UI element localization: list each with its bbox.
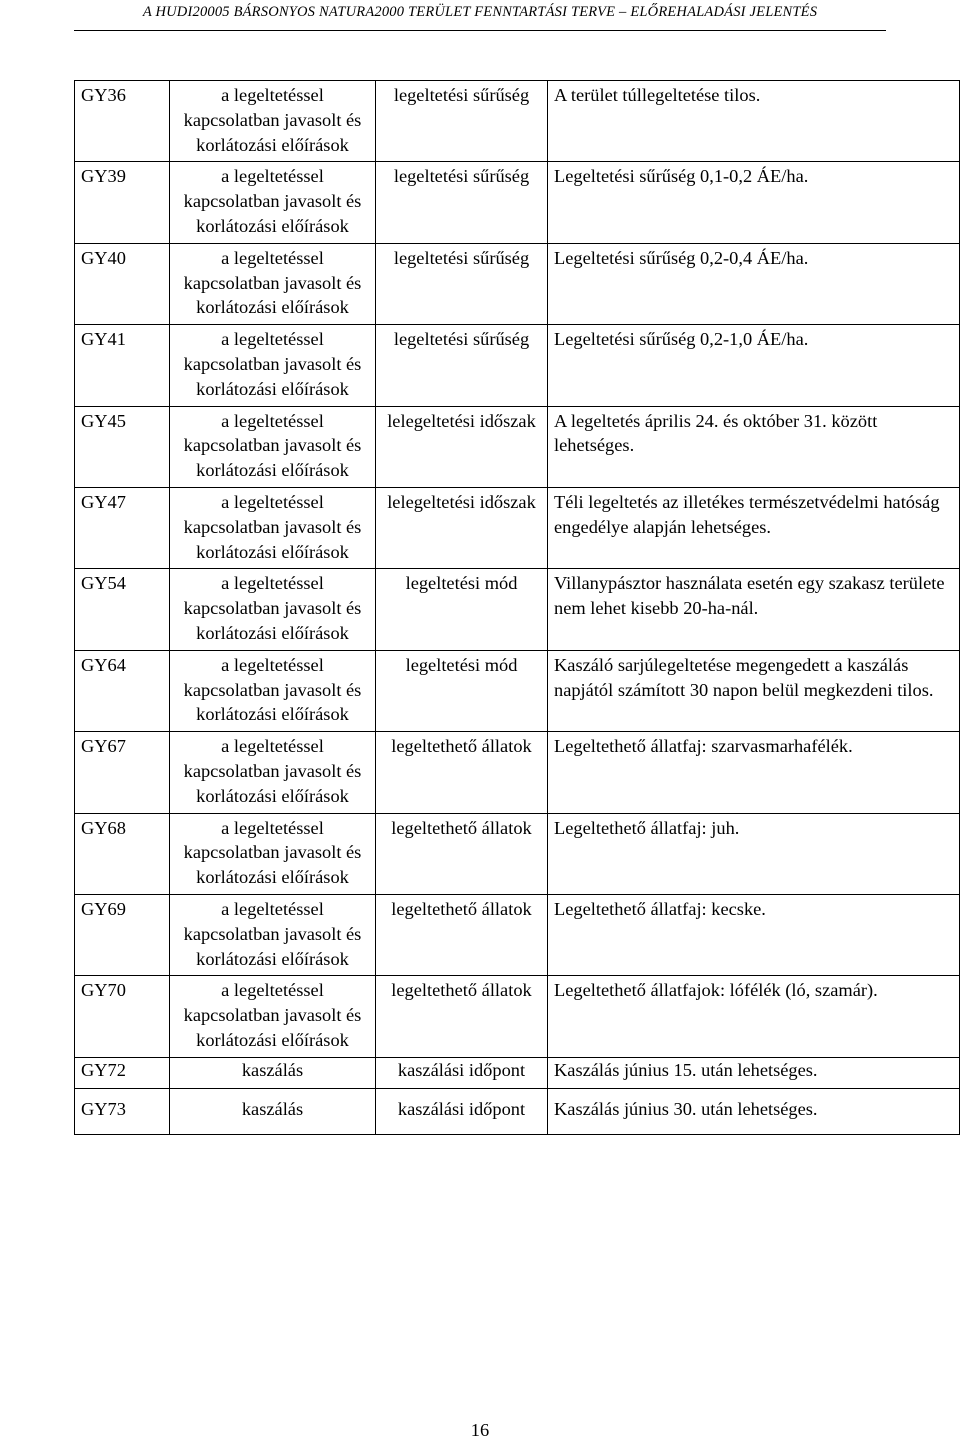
header-rule	[74, 30, 886, 31]
rule-topic: legeltetési mód	[376, 569, 548, 650]
table-row	[75, 1057, 960, 1089]
rule-description: Villanypásztor használata esetén egy szakasz területe nem lehet kisebb 20-ha-nál.	[548, 569, 960, 650]
rule-code: GY67	[75, 732, 170, 813]
rule-code: GY39	[75, 162, 170, 243]
rule-category: a legeltetéssel kapcsolatban javasolt és korlátozási előírások	[170, 81, 376, 162]
rule-code: GY41	[75, 325, 170, 406]
rule-code: GY54	[75, 569, 170, 650]
rule-description: Legeltetési sűrűség 0,2-1,0 ÁE/ha.	[548, 325, 960, 406]
rule-description: A terület túllegeltetése tilos.	[548, 81, 960, 162]
rule-code: GY45	[75, 406, 170, 487]
rule-description: Legeltethető állatfaj: kecske.	[548, 894, 960, 975]
rule-description: A legeltetés április 24. és október 31. között lehetséges.	[548, 406, 960, 487]
rule-description: Kaszáló sarjúlegeltetése megengedett a kaszálás napjától számított 30 napon belül megkezdeni tilos.	[548, 650, 960, 731]
table-row	[75, 406, 960, 487]
rule-category: a legeltetéssel kapcsolatban javasolt és korlátozási előírások	[170, 487, 376, 568]
rule-category: kaszálás	[170, 1089, 376, 1135]
rule-topic: legeltethető állatok	[376, 894, 548, 975]
rule-topic: legeltethető állatok	[376, 732, 548, 813]
rule-code: GY64	[75, 650, 170, 731]
rule-topic: legeltetési sűrűség	[376, 162, 548, 243]
rule-description: Legeltetési sűrűség 0,1-0,2 ÁE/ha.	[548, 162, 960, 243]
rule-topic: legeltetési sűrűség	[376, 325, 548, 406]
rule-category: a legeltetéssel kapcsolatban javasolt és korlátozási előírások	[170, 162, 376, 243]
page-number: 16	[470, 1420, 490, 1440]
table-row	[75, 162, 960, 243]
table-row	[75, 243, 960, 324]
table-row	[75, 732, 960, 813]
rule-topic: legeltethető állatok	[376, 976, 548, 1057]
rule-topic: kaszálási időpont	[376, 1057, 548, 1089]
table-row	[75, 325, 960, 406]
rule-code: GY36	[75, 81, 170, 162]
rule-description: Legeltethető állatfaj: szarvasmarhafélék.	[548, 732, 960, 813]
rule-category: a legeltetéssel kapcsolatban javasolt és korlátozási előírások	[170, 813, 376, 894]
rule-category: kaszálás	[170, 1057, 376, 1089]
table-row	[75, 650, 960, 731]
rule-topic: legeltetési sűrűség	[376, 243, 548, 324]
table-row	[75, 894, 960, 975]
page-header	[0, 0, 960, 38]
rule-category: a legeltetéssel kapcsolatban javasolt és korlátozási előírások	[170, 325, 376, 406]
rule-topic: legeltetési mód	[376, 650, 548, 731]
rule-code: GY70	[75, 976, 170, 1057]
rule-topic: legeltethető állatok	[376, 813, 548, 894]
document-title: A HUDI20005 BÁRSONYOS NATURA2000 TERÜLET FENNTARTÁSI TERVE – ELŐREHALADÁSI JELENTÉS	[142, 4, 818, 20]
management-rules-table	[74, 80, 960, 1135]
rule-category: a legeltetéssel kapcsolatban javasolt és korlátozási előírások	[170, 894, 376, 975]
rule-topic: legeltetési sűrűség	[376, 81, 548, 162]
rule-code: GY40	[75, 243, 170, 324]
rule-description: Kaszálás június 15. után lehetséges.	[548, 1057, 960, 1089]
table-row	[75, 813, 960, 894]
rule-topic: lelegeltetési időszak	[376, 406, 548, 487]
rule-topic: lelegeltetési időszak	[376, 487, 548, 568]
table-row	[75, 81, 960, 162]
rule-code: GY68	[75, 813, 170, 894]
rule-category: a legeltetéssel kapcsolatban javasolt és korlátozási előírások	[170, 406, 376, 487]
rule-category: a legeltetéssel kapcsolatban javasolt és korlátozási előírások	[170, 976, 376, 1057]
rule-code: GY47	[75, 487, 170, 568]
rule-category: a legeltetéssel kapcsolatban javasolt és korlátozási előírások	[170, 243, 376, 324]
rule-code: GY69	[75, 894, 170, 975]
rule-category: a legeltetéssel kapcsolatban javasolt és korlátozási előírások	[170, 732, 376, 813]
rule-topic: kaszálási időpont	[376, 1089, 548, 1135]
table-row	[75, 976, 960, 1057]
table-row	[75, 569, 960, 650]
rule-description: Téli legeltetés az illetékes természetvédelmi hatóság engedélye alapján lehetséges.	[548, 487, 960, 568]
rule-code: GY73	[75, 1089, 170, 1135]
table-row	[75, 487, 960, 568]
rule-category: a legeltetéssel kapcsolatban javasolt és korlátozási előírások	[170, 650, 376, 731]
rule-code: GY72	[75, 1057, 170, 1089]
rule-category: a legeltetéssel kapcsolatban javasolt és korlátozási előírások	[170, 569, 376, 650]
rule-description: Legeltethető állatfajok: lófélék (ló, szamár).	[548, 976, 960, 1057]
rule-description: Legeltethető állatfaj: juh.	[548, 813, 960, 894]
rule-description: Legeltetési sűrűség 0,2-0,4 ÁE/ha.	[548, 243, 960, 324]
table-row	[75, 1089, 960, 1135]
rule-description: Kaszálás június 30. után lehetséges.	[548, 1089, 960, 1135]
